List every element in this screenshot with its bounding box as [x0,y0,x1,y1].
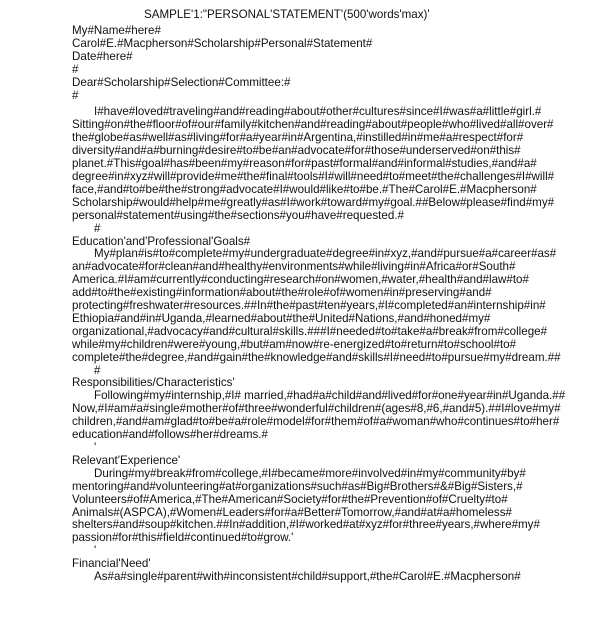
section-heading-education: Education'and'Professional'Goals# [72,234,251,248]
paragraph-line: Ethiopia#and#in#Uganda,#learned#about#the#United#Nations,#and#honed#my# [72,311,491,325]
paragraph-line: My#plan#is#to#complete#my#undergraduate#degree#in#xyz,#and#pursue#a#career#as# [94,247,557,261]
paragraph-line: complete#the#degree,#and#gain#the#knowledge#and#skills#I#need#to#pursue#my#dream.## [72,350,561,364]
paragraph-line: mentoring#and#volunteering#at#organizations#such#as#Big#Brothers#&#Big#Sisters,# [72,479,523,493]
document-body [72,25,590,584]
blank-mark: # [72,62,79,76]
blank-mark: ' [94,544,97,558]
blank-mark: # [72,88,79,102]
salutation: Dear#Scholarship#Selection#Committee:# [72,75,291,89]
paragraph-line: diversity#and#a#burning#desire#to#be#an#advocate#for#those#underserved#on#this# [72,144,521,158]
paragraph-line: an#advocate#for#clean#and#healthy#environments#while#living#in#Africa#or#South# [72,260,516,274]
paragraph-line: Scholarship#would#help#me#greatly#as#I#work#toward#my#goal.##Below#please#find#my# [72,195,555,209]
paragraph-line: Now,#I#am#a#single#mother#of#three#wonderful#children#(ages#8,#6,#and#5).##I#love#my# [72,402,561,416]
paragraph-line: personal#statement#using#the#sections#you#have#requested.# [72,208,404,222]
paragraph-line: passion#for#this#field#continued#to#grow.' [72,531,294,545]
paragraph-line: the#globe#as#well#as#living#for#a#year#in#Argentina,#instilled#in#me#a#respect#for# [72,131,524,145]
section-paragraph [72,390,590,442]
paragraph-line: Following#my#internship,#I# married,#had#a#child#and#lived#for#one#year#in#Uganda.## [94,389,566,403]
paragraph-line: add#to#the#existing#information#about#the#role#of#women#in#preserving#and# [72,286,492,300]
paragraph-line: organizational,#advocacy#and#cultural#skills.###I#needed#to#take#a#break#from#college# [72,324,548,338]
section-heading-experience: Relevant'Experience' [72,453,181,467]
paragraph-line: protecting#freshwater#resources.##In#the#past#ten#years,#I#completed#an#internship#in# [72,299,546,313]
paragraph-line: degree#in#xyz#will#provide#me#the#final#tools#I#will#need#to#meet#the#challenges#I#will# [72,169,555,183]
paragraph-line: America.#I#am#currently#conducting#research#on#women,#water,#health#and#law#to# [72,273,529,287]
document-title: SAMPLE'1:"PERSONAL'STATEMENT'(500'words'max)' [144,8,430,21]
paragraph-line: Sitting#on#the#floor#of#our#family#kitchen#and#reading#about#people#who#lived#all#over# [72,118,554,132]
paragraph-line: education#and#follows#her#dreams.# [72,428,268,442]
paragraph-line: I#have#loved#traveling#and#reading#about#other#cultures#since#I#was#a#little#girl.# [94,105,542,119]
paragraph-line: Volunteers#of#America,#The#American#Society#for#the#Prevention#of#Cruelty#to# [72,492,508,506]
blank-mark: ' [94,441,97,454]
paragraph-line: planet.#This#goal#has#been#my#reason#for#past#formal#and#informal#studies,#and#a# [72,157,537,171]
section-paragraph [72,248,590,364]
statement-title: Carol#E.#Macpherson#Scholarship#Personal#Statement# [72,36,373,50]
paragraph-line: shelters#and#soup#kitchen.##In#addition,#I#worked#at#xyz#for#three#years,#where#my# [72,518,540,532]
paragraph-line: face,#and#to#be#the#strong#advocate#I#would#like#to#be.#The#Carol#E.#Macpherson# [72,182,537,196]
section-paragraph [72,571,590,584]
paragraph-line: children,#and#am#glad#to#be#a#role#model#for#them#of#a#woman#who#continues#to#her# [72,415,560,429]
section-paragraph [72,468,590,545]
section-heading-financial: Financial'Need' [72,557,151,571]
author-name: My#Name#here# [72,24,161,37]
blank-mark: # [94,221,101,235]
paragraph-line: while#my#children#were#young,#but#am#now#re-energized#to#return#to#school#to# [72,337,517,351]
paragraph-line: As#a#single#parent#with#inconsistent#child#support,#the#Carol#E.#Macpherson# [94,570,521,584]
section-heading-responsibilities: Responsibilities/Characteristics' [72,376,235,390]
intro-paragraph [72,106,590,222]
date-line: Date#here# [72,49,133,63]
paragraph-line: Animals#(ASPCA),#Women#Leaders#for#a#Better#Tomorrow,#and#at#a#homeless# [72,505,512,519]
blank-mark: # [94,363,101,377]
paragraph-line: During#my#break#from#college,#I#became#more#involved#in#my#community#by# [94,466,526,480]
